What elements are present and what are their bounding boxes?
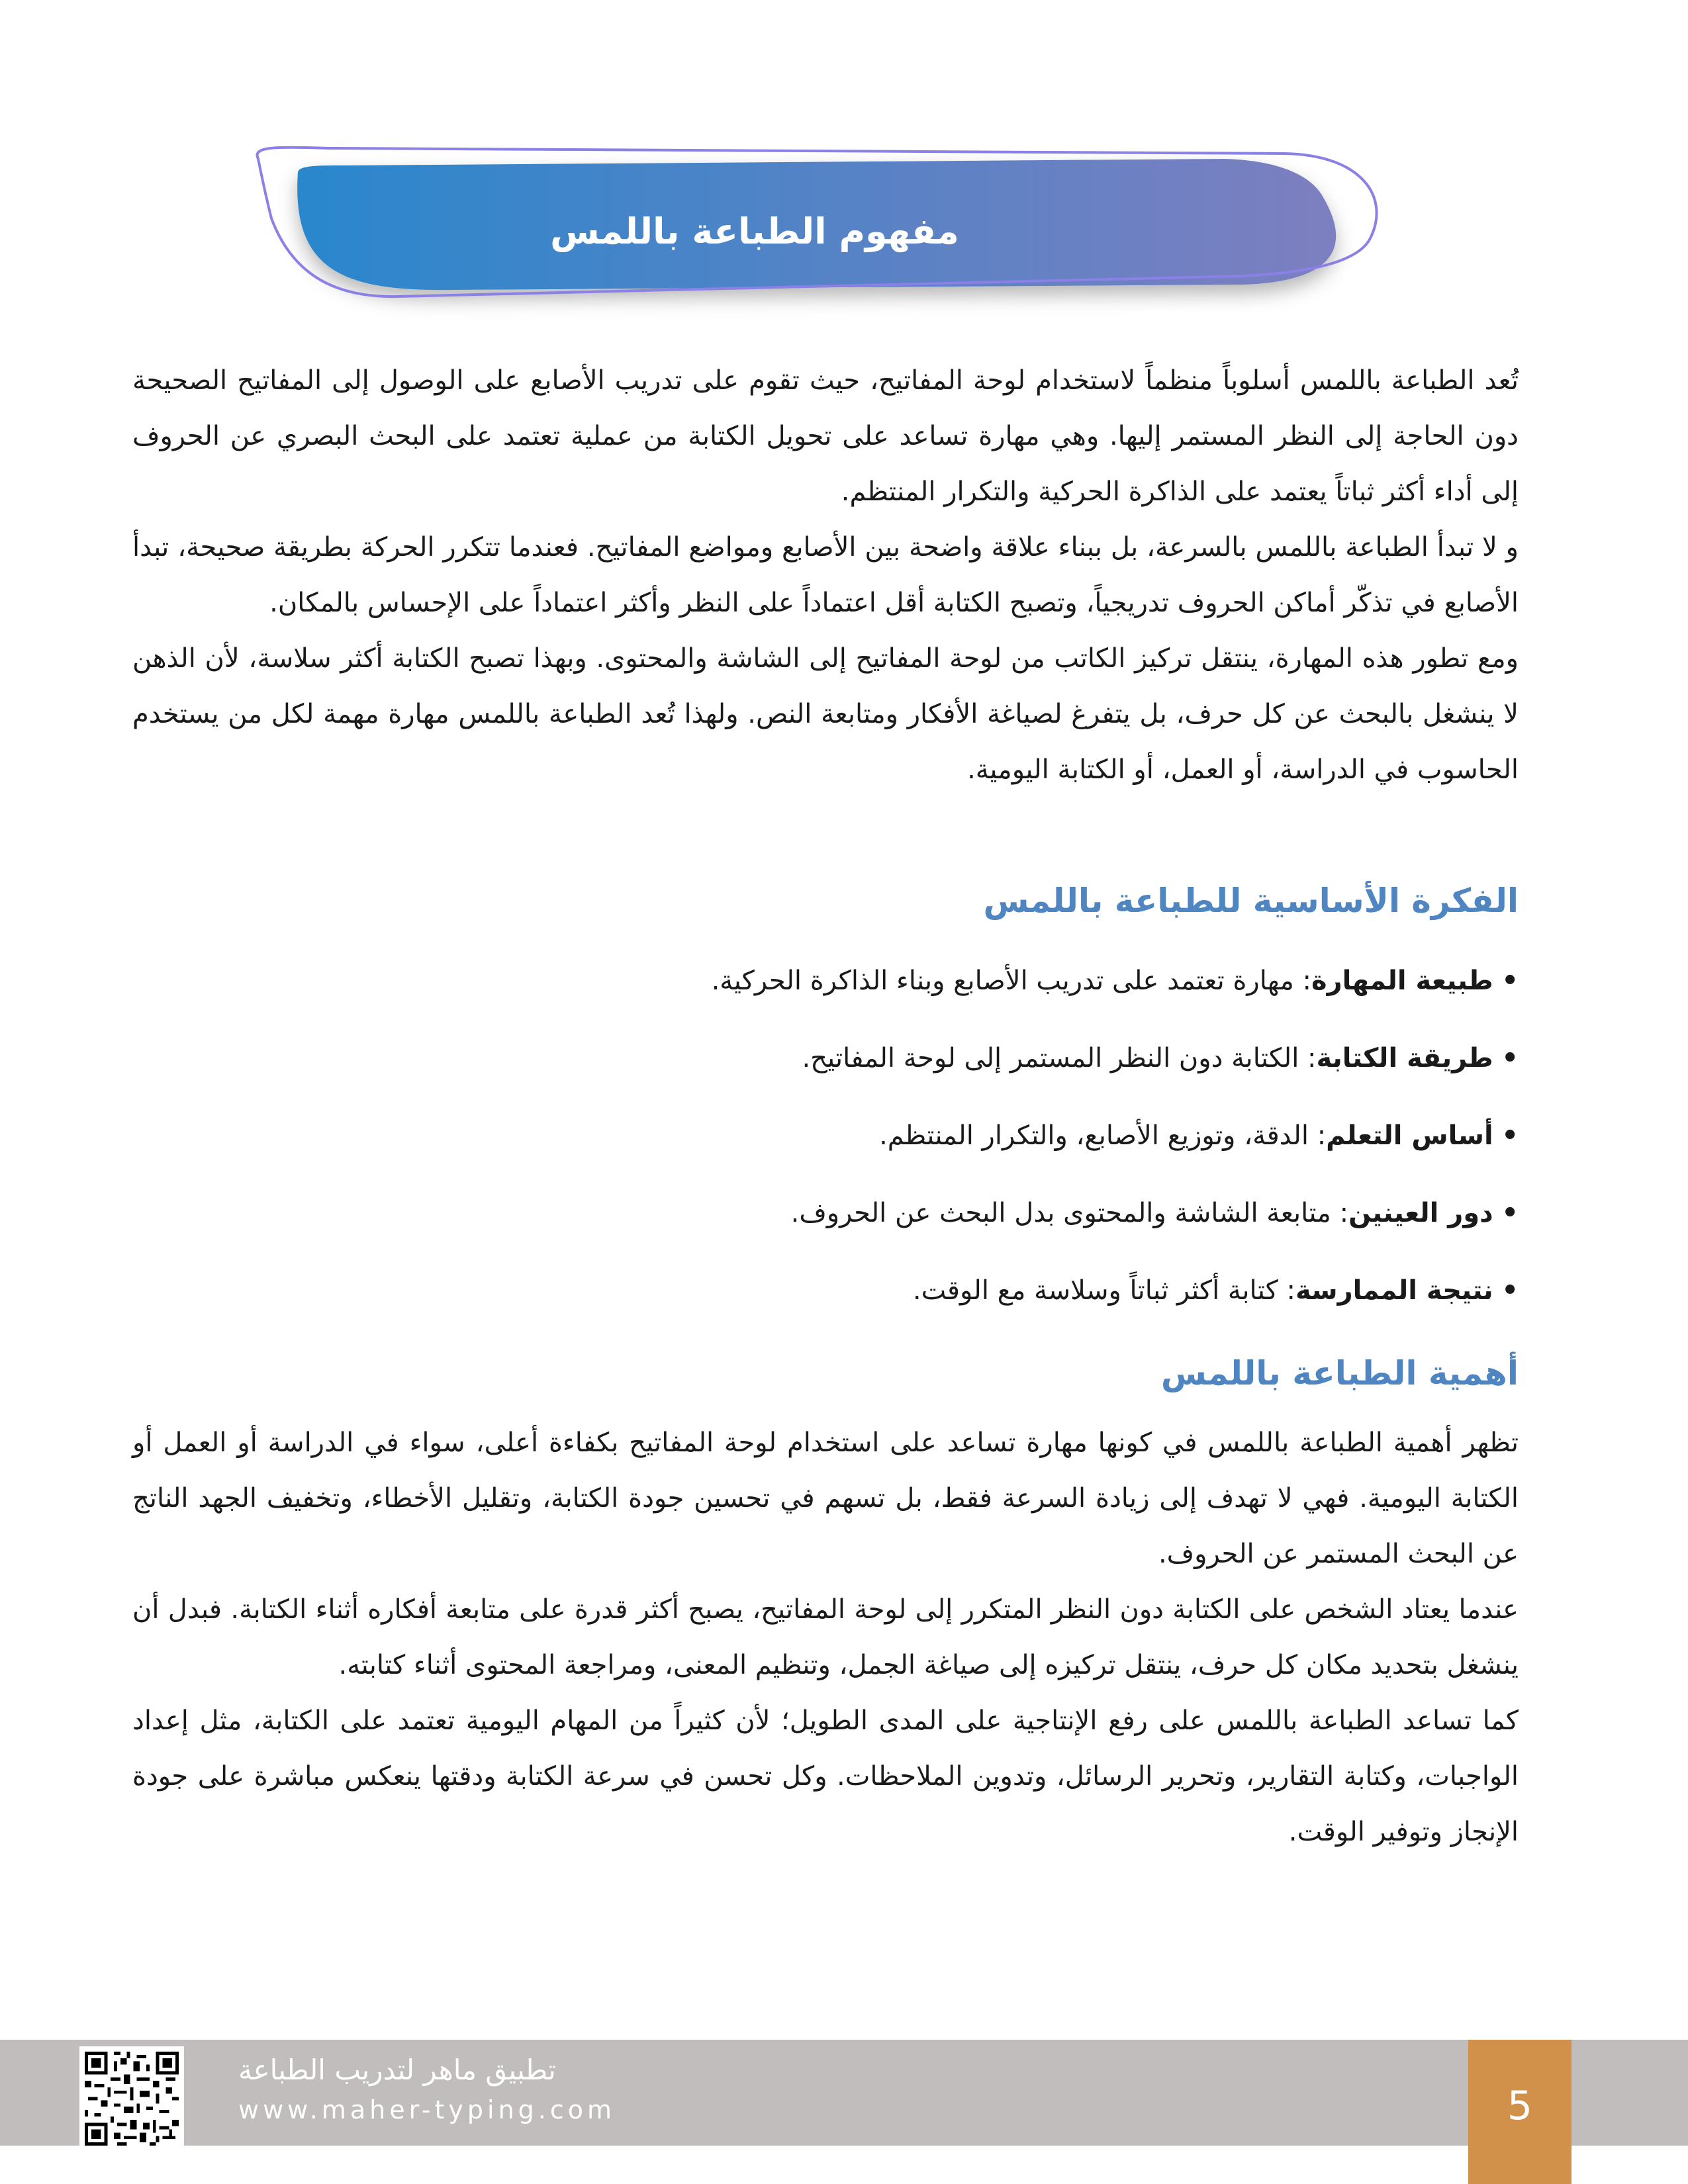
item-term: نتيجة الممارسة <box>1295 1275 1493 1306</box>
list-item <box>132 1030 1519 1108</box>
importance-section <box>132 1415 1519 1860</box>
importance-paragraph-3: كما تساعد الطباعة باللمس على رفع الإنتاجية على المدى الطويل؛ لأن كثيراً من المهام اليومية تعتمد على الكتابة، مثل إعداد الواجبات، وكتابة التقارير، وتحرير الرسائل، وتدوين الملاحظات. وكل تحسن في سرعة الكتابة ودقتها ينعكس مباشرة على جودة الإنجاز وتوفير الوقت. <box>132 1706 1519 1847</box>
list-item <box>132 1185 1519 1263</box>
item-text: : الدقة، وتوزيع الأصابع، والتكرار المنتظم. <box>879 1120 1327 1151</box>
importance-paragraph-1: تظهر أهمية الطباعة باللمس في كونها مهارة تساعد على استخدام لوحة المفاتيح بكفاءة أعلى، سواء في الدراسة أو العمل أو الكتابة اليومية. فهي لا تهدف إلى زيادة السرعة فقط، بل تسهم في تحسين جودة الكتابة، وتقليل الأخطاء، وتخفيف الجهد الناتج عن البحث المستمر عن الحروف. <box>132 1428 1519 1569</box>
item-text: : كتابة أكثر ثباتاً وسلاسة مع الوقت. <box>912 1275 1295 1306</box>
item-text: : الكتابة دون النظر المستمر إلى لوحة المفاتيح. <box>802 1043 1317 1073</box>
page-footer <box>0 2040 1688 2184</box>
bullet-icon: • <box>1501 1198 1519 1228</box>
list-item <box>132 953 1519 1030</box>
qr-code-graphic <box>85 2052 179 2146</box>
item-term: أساس التعلم <box>1326 1120 1493 1151</box>
list-item <box>132 1108 1519 1185</box>
intro-paragraph-2: و لا تبدأ الطباعة باللمس بالسرعة، بل ببناء علاقة واضحة بين الأصابع ومواضع المفاتيح. فعندما تتكرر الحركة بطريقة صحيحة، تبدأ الأصابع في تذكّر أماكن الحروف تدريجياً، وتصبح الكتابة أقل اعتماداً على النظر وأكثر اعتماداً على الإحساس بالمكان. <box>132 532 1519 618</box>
bullet-icon: • <box>1501 1120 1519 1151</box>
footer-app-name: تطبيق ماهر لتدريب الطباعة <box>238 2054 556 2086</box>
bullet-icon: • <box>1501 1043 1519 1073</box>
core-idea-list <box>132 953 1519 1340</box>
item-text: : متابعة الشاشة والمحتوى بدل البحث عن الحروف. <box>790 1198 1349 1228</box>
qr-code-icon <box>79 2046 184 2151</box>
bullet-icon: • <box>1501 1275 1519 1306</box>
core-idea-heading: الفكرة الأساسية للطباعة باللمس <box>983 882 1519 920</box>
importance-paragraph-2: عندما يعتاد الشخص على الكتابة دون النظر المتكرر إلى لوحة المفاتيح، يصبح أكثر قدرة على متابعة أفكاره أثناء الكتابة. فبدل أن ينشغل بتحديد مكان كل حرف، ينتقل تركيزه إلى صياغة الجمل، وتنظيم المعنى، ومراجعة المحتوى أثناء كتابته. <box>132 1594 1519 1680</box>
intro-paragraph-3: ومع تطور هذه المهارة، ينتقل تركيز الكاتب من لوحة المفاتيح إلى الشاشة والمحتوى. وبهذا تصبح الكتابة أكثر سلاسة، لأن الذهن لا ينشغل بالبحث عن كل حرف، بل يتفرغ لصياغة الأفكار ومتابعة النص. ولهذا تُعد الطباعة باللمس مهارة مهمة لكل من يستخدم الحاسوب في الدراسة، أو العمل، أو الكتابة اليومية. <box>132 643 1519 785</box>
item-term: طريقة الكتابة <box>1316 1043 1493 1073</box>
intro-paragraph-1: تُعد الطباعة باللمس أسلوباً منظماً لاستخدام لوحة المفاتيح، حيث تقوم على تدريب الأصابع على الوصول إلى المفاتيح الصحيحة دون الحاجة إلى النظر المستمر إليها. وهي مهارة تساعد على تحويل الكتابة من عملية تعتمد على البحث البصري عن الحروف إلى أداء أكثر ثباتاً يعتمد على الذاكرة الحركية والتكرار المنتظم. <box>132 365 1519 507</box>
item-term: طبيعة المهارة <box>1311 966 1493 996</box>
page-number: 5 <box>1468 2040 1571 2184</box>
intro-section <box>132 353 1519 797</box>
importance-heading: أهمية الطباعة باللمس <box>1160 1354 1519 1392</box>
footer-branding <box>238 2050 616 2130</box>
bullet-icon: • <box>1501 966 1519 996</box>
list-item <box>132 1263 1519 1340</box>
footer-url[interactable]: www.maher-typing.com <box>238 2095 616 2124</box>
title-banner <box>252 139 1390 324</box>
item-term: دور العينين <box>1348 1198 1493 1228</box>
item-text: : مهارة تعتمد على تدريب الأصابع وبناء الذاكرة الحركية. <box>711 966 1311 996</box>
page-title: مفهوم الطباعة باللمس <box>550 210 959 252</box>
